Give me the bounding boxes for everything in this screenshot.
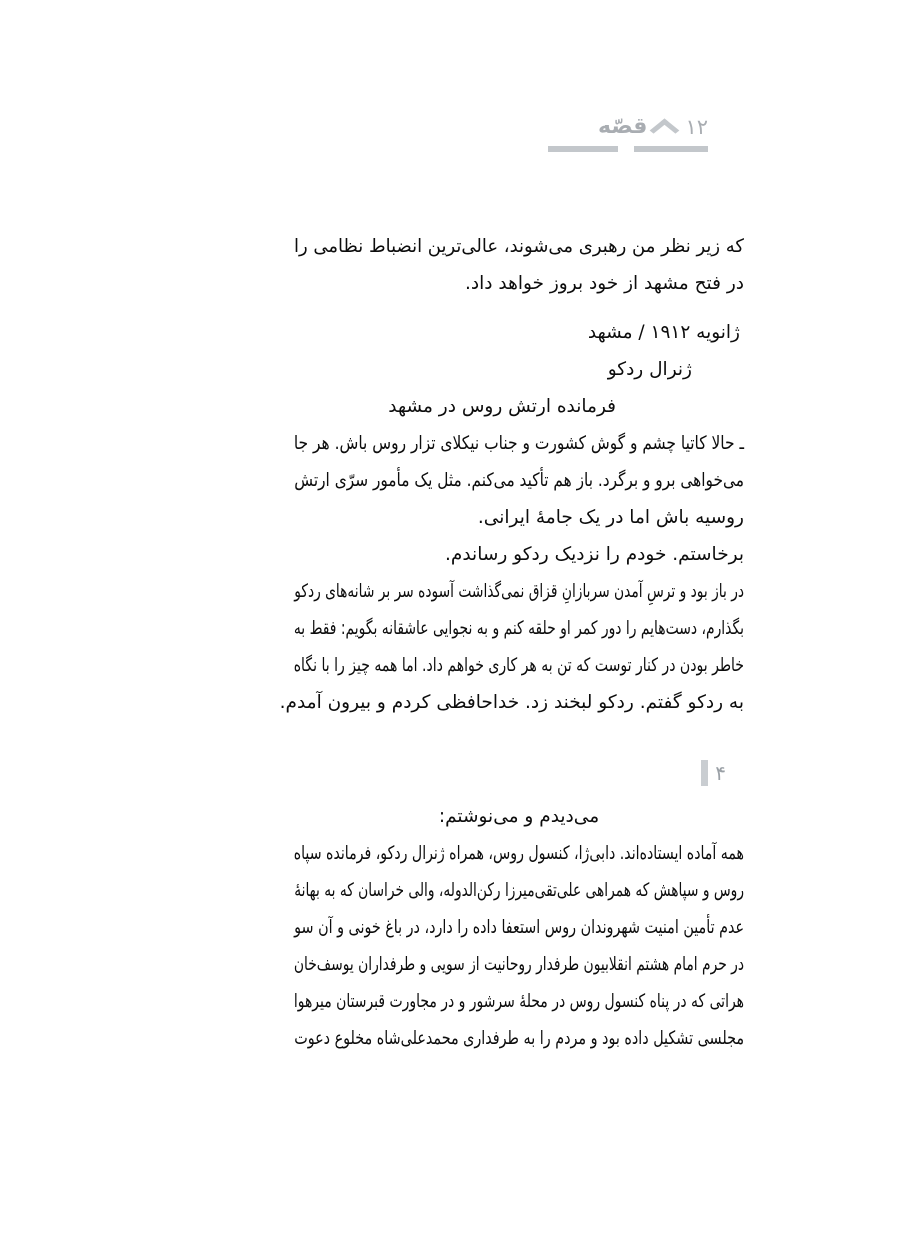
running-head-rule — [548, 146, 708, 152]
running-head-rule-left-segment — [548, 146, 618, 152]
text-line: می‌خواهی برو و برگرد. باز هم تأکید می‌کنم. مثل یک مأمور سرّی ارتش — [294, 470, 744, 491]
section-number: ۴ — [715, 761, 726, 785]
text-line: روس و سپاهش که همراهی علی‌تقی‌میرزا رکن‌الدوله، والی خراسان که به بهانۀ — [294, 880, 744, 901]
paragraph-4 — [279, 573, 744, 721]
paragraph-5 — [294, 798, 744, 835]
paragraph-1 — [294, 228, 744, 302]
letter-signer-title: فرمانده ارتش روس در مشهد — [388, 396, 616, 417]
text-line: به ردکو گفتم. ردکو لبخند زد. خداحافظی کردم و بیرون آمدم. — [279, 692, 744, 713]
text-line: روسیه باش اما در یک جامۀ ایرانی. — [477, 507, 744, 528]
paragraph-3 — [294, 536, 744, 573]
text-line: برخاستم. خودم را نزدیک ردکو رساندم. — [445, 544, 744, 565]
running-head-rule-right-segment — [634, 146, 708, 152]
text-line: خاطر بودن در کنار توست که تن به هر کاری خواهم داد. اما همه چیز را با نگاه — [293, 655, 744, 676]
text-column-upper — [279, 228, 744, 721]
text-line: در باز بود و ترسِ آمدن سربازانِ قزاق نمی‌گذاشت آسوده سر بر شانه‌های ردکو — [294, 581, 744, 602]
text-line: می‌دیدم و می‌نوشتم: — [438, 806, 600, 827]
text-line: ـ حالا کاتیا چشم و گوش کشورت و جناب نیکلای تزار روس باش. هر جا — [293, 433, 744, 454]
text-line: که زیر نظر من رهبری می‌شوند، عالی‌ترین انضباط نظامی را — [294, 236, 744, 257]
text-line: مجلسی تشکیل داده بود و مردم را به طرفداری محمدعلی‌شاه مخلوع دعوت — [294, 1028, 744, 1049]
paragraph-6 — [294, 835, 744, 1057]
text-column-lower — [294, 798, 744, 1057]
paragraph-spacer — [294, 302, 744, 314]
letter-signer: ژنرال ردکو — [607, 359, 692, 380]
text-line: در فتح مشهد از خود بروز خواهد داد. — [465, 273, 744, 294]
text-line: هراتی که در پناه کنسول روس در محلۀ سرشور و در مجاورت قبرستان میرهوا — [293, 991, 744, 1012]
section-marker-bar — [701, 760, 708, 786]
running-head-row — [548, 108, 708, 140]
text-line: عدم تأمین امنیت شهروندان روس استعفا داده را دارد، در باغ خونی و آن سو — [294, 917, 744, 938]
section-marker — [701, 756, 726, 790]
chevron-up-ornament-icon — [653, 118, 679, 140]
text-line: در حرم امام هشتم انقلابیون طرفدار روحانیت از سویی و طرفداران یوسف‌خان — [293, 954, 744, 975]
text-line: بگذارم، دست‌هایم را دور کمر او حلقه کنم و به نجوایی عاشقانه بگویم: فقط به — [293, 618, 744, 639]
letter-date-place: ژانویه ۱۹۱۲ / مشهد — [587, 322, 740, 343]
running-head — [548, 108, 708, 160]
book-title: قصّه — [598, 114, 648, 139]
signature-block — [294, 314, 744, 425]
text-line: همه آماده ایستاده‌اند. دابی‌ژا، کنسول روس، همراه ژنرال ردکو، فرمانده سپاه — [293, 843, 744, 864]
page-folio-number: ۱۲ — [685, 115, 708, 139]
paragraph-2 — [294, 425, 744, 536]
